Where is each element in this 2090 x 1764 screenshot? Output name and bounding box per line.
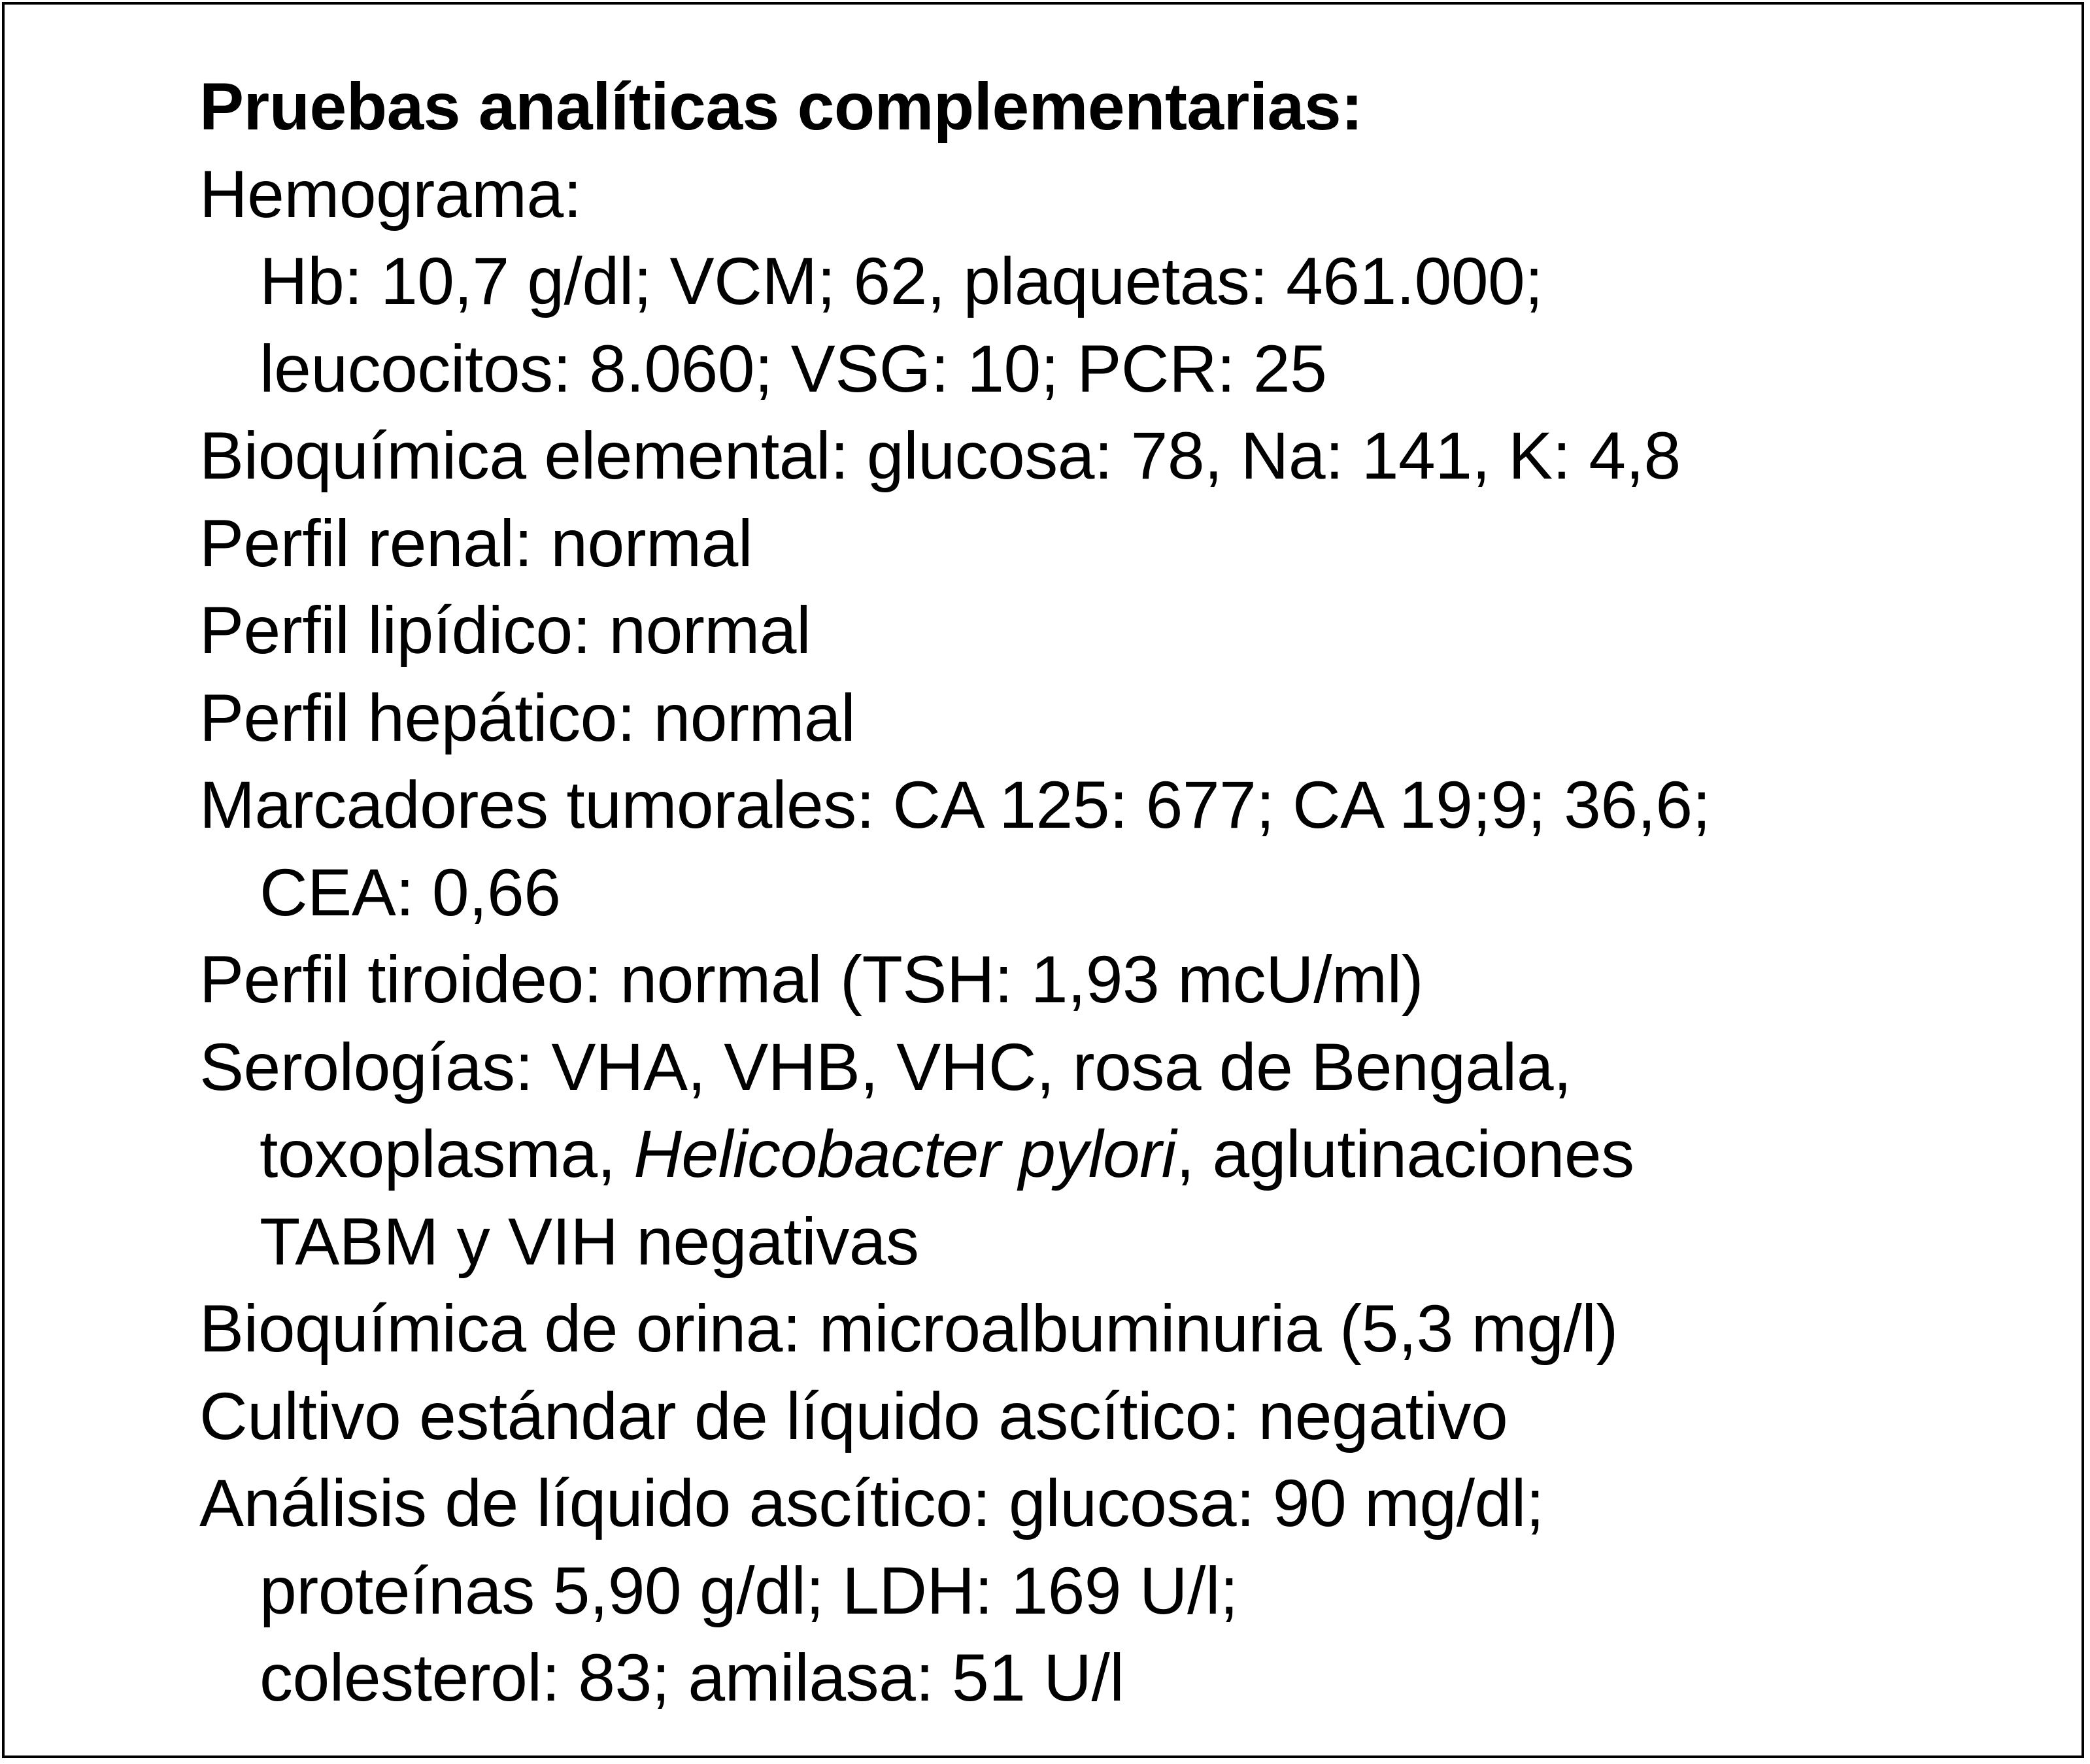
- lab-results-text: [199, 63, 2069, 1722]
- marcadores-line-1: Marcadores tumorales: CA 125: 677; CA 19;9; 36,6;: [199, 768, 1711, 842]
- serologias-line-3: TABM y VIH negativas: [260, 1204, 919, 1279]
- analisis-ascitico-line-1: Análisis de líquido ascítico: glucosa: 90 mg/dl;: [199, 1466, 1544, 1540]
- perfil-lipidico: Perfil lipídico: normal: [199, 593, 811, 668]
- perfil-renal: Perfil renal: normal: [199, 505, 752, 581]
- perfil-hepatico: Perfil hepático: normal: [199, 680, 856, 755]
- bioquimica-orina: Bioquímica de orina: microalbuminuria (5,3 mg/l): [199, 1291, 1618, 1366]
- document-title: Pruebas analíticas complementarias:: [199, 69, 1363, 144]
- bioquimica-elemental: Bioquímica elemental: glucosa: 78, Na: 141, K: 4,8: [199, 418, 1681, 493]
- perfil-tiroideo: Perfil tiroideo: normal (TSH: 1,93 mcU/ml): [199, 942, 1424, 1017]
- document-frame: [2, 2, 2084, 1758]
- serologias-organism: Helicobacter pylori: [633, 1117, 1176, 1191]
- serologias-line-1: Serologías: VHA, VHB, VHC, rosa de Bengala,: [199, 1029, 1572, 1104]
- marcadores-line-2: CEA: 0,66: [260, 855, 561, 930]
- hemograma-label: Hemograma:: [199, 156, 582, 231]
- analisis-ascitico-line-3: colesterol: 83; amilasa: 51 U/l: [260, 1640, 1124, 1715]
- serologias-text-post: , aglutinaciones: [1175, 1117, 1634, 1191]
- serologias-text-pre: toxoplasma,: [260, 1117, 634, 1191]
- hemograma-line-1: Hb: 10,7 g/dl; VCM; 62, plaquetas: 461.000;: [260, 244, 1543, 318]
- cultivo-ascitico: Cultivo estándar de líquido ascítico: negativo: [199, 1378, 1508, 1453]
- analisis-ascitico-line-2: proteínas 5,90 g/dl; LDH: 169 U/l;: [260, 1553, 1238, 1628]
- serologias-line-2: [199, 1111, 2069, 1198]
- hemograma-line-2: leucocitos: 8.060; VSG: 10; PCR: 25: [260, 331, 1327, 406]
